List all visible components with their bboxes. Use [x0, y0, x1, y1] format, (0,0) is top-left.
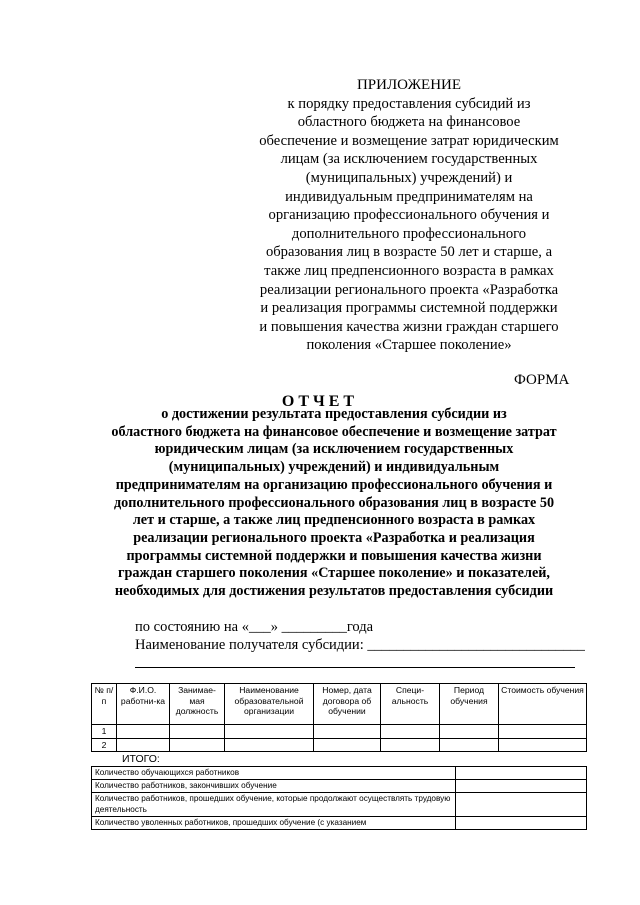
appendix-line: индивидуальным предпринимателям на	[285, 188, 533, 205]
totals-value	[456, 780, 587, 793]
header-worker-name: Ф.И.О. работни-ка	[117, 684, 170, 725]
table-row	[92, 738, 587, 752]
appendix-line: также лиц предпенсионного возраста в рамках	[264, 262, 554, 279]
report-line: реализации регионального проекта «Разработка и реализация	[133, 529, 535, 546]
header-position: Занимае-мая должность	[170, 684, 225, 725]
appendix-line: организацию профессионального обучения и	[268, 207, 550, 224]
table-cell	[440, 738, 499, 752]
table-cell	[117, 725, 170, 739]
table-cell	[381, 725, 440, 739]
header-specialty: Специ-альность	[381, 684, 440, 725]
header-number: № п/п	[92, 684, 117, 725]
totals-row	[92, 793, 587, 816]
header-period: Период обучения	[440, 684, 499, 725]
report-line: областного бюджета на финансовое обеспечение и возмещение затрат	[111, 423, 557, 440]
recipient-name-line: Наименование получателя субсидии: ______________________________	[135, 637, 585, 653]
header-cost: Стоимость обучения	[499, 684, 587, 725]
table-cell	[499, 725, 587, 739]
totals-value	[456, 767, 587, 780]
table-cell	[314, 738, 381, 752]
totals-row	[92, 767, 587, 780]
totals-label: Количество работников, прошедших обучение, которые продолжают осуществлять трудовую деятельность	[92, 793, 456, 816]
totals-row	[92, 780, 587, 793]
appendix-block	[242, 76, 576, 355]
table-cell	[170, 738, 225, 752]
appendix-line: образования лиц в возрасте 50 лет и старше, а	[265, 244, 553, 261]
itogo-label: ИТОГО:	[122, 753, 160, 765]
appendix-line: поколения «Старшее поколение»	[306, 337, 512, 354]
appendix-line: к порядку предоставления субсидий из	[287, 95, 531, 112]
header-contract: Номер, дата договора об обучении	[314, 684, 381, 725]
report-title: ОТЧЕТ	[281, 393, 359, 410]
header-organization: Наименование образовательной организации	[225, 684, 314, 725]
report-description	[84, 406, 584, 601]
report-line: предпринимателям на организацию профессионального обучения и	[115, 476, 553, 493]
table-cell	[499, 738, 587, 752]
totals-label: Количество обучающихся работников	[92, 767, 456, 780]
table-cell	[314, 725, 381, 739]
report-line: о достижении результата предоставления субсидии из	[161, 406, 507, 422]
blank-underline	[135, 667, 575, 668]
appendix-line: лицам (за исключением государственных	[280, 151, 538, 168]
table-cell: 1	[92, 725, 117, 739]
appendix-line: реализации регионального проекта «Разработка	[259, 281, 559, 298]
appendix-line: областного бюджета на финансовое	[297, 114, 521, 131]
totals-label: Количество уволенных работников, прошедших обучение (с указанием	[92, 816, 456, 829]
appendix-title: ПРИЛОЖЕНИЕ	[356, 77, 462, 93]
totals-table	[91, 766, 587, 830]
table-cell	[117, 738, 170, 752]
form-label: ФОРМА	[514, 372, 570, 388]
totals-label: Количество работников, закончивших обучение	[92, 780, 456, 793]
table-cell	[225, 738, 314, 752]
totals-value	[456, 793, 587, 816]
table-header-row	[92, 684, 587, 725]
appendix-line: обеспечение и возмещение затрат юридическим	[259, 132, 559, 149]
appendix-line: дополнительного профессионального	[291, 225, 527, 242]
table-cell: 2	[92, 738, 117, 752]
appendix-line: и реализация программы системной поддержки	[260, 300, 558, 317]
report-line: лет и старше, а также лиц предпенсионного возраста в рамках	[132, 512, 536, 529]
table-cell	[225, 725, 314, 739]
appendix-line: (муниципальных) учреждений) и	[305, 169, 513, 186]
totals-value	[456, 816, 587, 829]
report-line: граждан старшего поколения «Старшее поколение» и показателей,	[118, 565, 550, 582]
workers-table	[91, 683, 587, 752]
table-row	[92, 725, 587, 739]
report-line: дополнительного профессионального образования лиц в возрасте 50	[113, 494, 555, 511]
report-line: (муниципальных) учреждений) и индивидуальным	[168, 459, 500, 476]
report-line: программы системной поддержки и повышения качества жизни	[126, 547, 542, 564]
state-date-line: по состоянию на «___» _________года	[135, 619, 374, 635]
table-cell	[170, 725, 225, 739]
report-line: юридическим лицам (за исключением государственных	[154, 441, 514, 458]
report-line: необходимых для достижения результатов предоставления субсидии	[114, 583, 554, 600]
appendix-line: и повышения качества жизни граждан старшего	[259, 318, 559, 335]
table-cell	[440, 725, 499, 739]
totals-row	[92, 816, 587, 829]
table-cell	[381, 738, 440, 752]
